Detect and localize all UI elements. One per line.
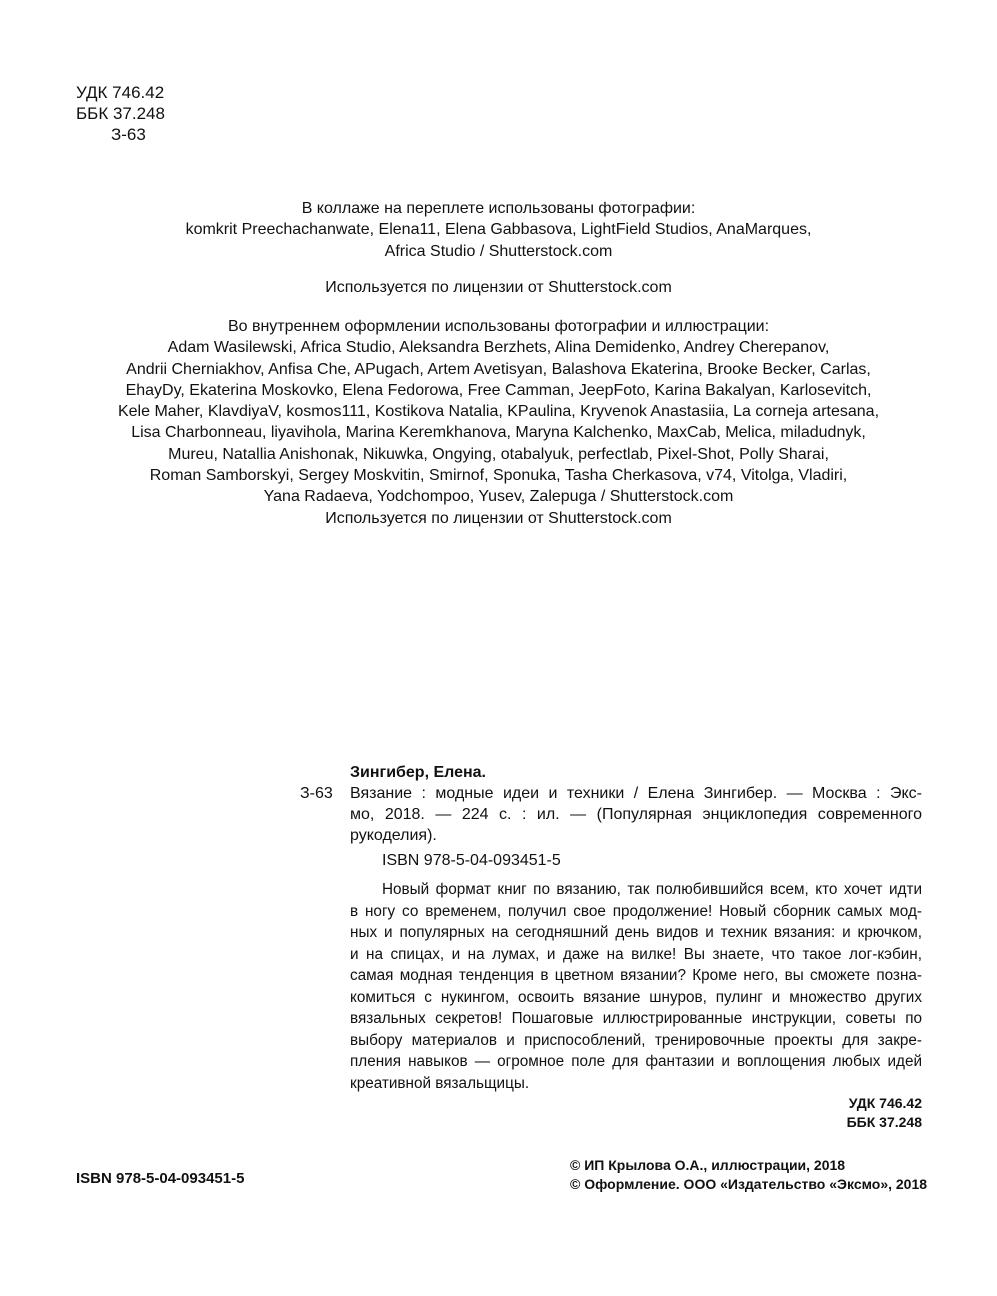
inner-credits-line: Roman Samborskyi, Sergey Moskvitin, Smirnof, Sponuka, Tasha Cherkasova, v74, Vitolga, Vladiri, xyxy=(149,467,848,485)
card-title-description xyxy=(350,783,922,846)
annotation-line: пления навыков — огромное поле для фантазии и воплощения любых идей xyxy=(350,1053,922,1070)
annotation-line: выбору материалов и приспособлений, тренировочные проекты для закре- xyxy=(350,1031,922,1049)
copyright-line: © ИП Крылова О.А., иллюстрации, 2018 xyxy=(570,1157,846,1173)
cover-credits-line: Africa Studio / Shutterstock.com xyxy=(384,242,613,260)
license-notice-text: Используется по лицензии от Shutterstock.com xyxy=(325,279,672,296)
inner-credits-line: Kele Maher, KlavdiyaV, kosmos111, Kostikova Natalia, KPaulina, Kryvenok Anastasiia, La corneja artesana, xyxy=(117,403,880,421)
footer-copyright xyxy=(570,1156,927,1194)
cover-credits-line: komkrit Preechachanwate, Elena11, Elena Gabbasova, LightField Studios, AnaMarques, xyxy=(185,221,812,239)
annotation-line: комиться с нукингом, освоить вязание шнуров, пулинг и множество других xyxy=(350,988,922,1006)
inner-credits-line: EhayDy, Ekaterina Moskovko, Elena Fedorowa, Free Camman, JeepFoto, Karina Bakalyan, Karlosevitch, xyxy=(125,381,872,399)
annotation-line: вязальных секретов! Пошаговые иллюстрированные инструкции, советы по xyxy=(350,1010,922,1027)
annotation-line: и на спицах, и на лумах, и даже на вилке! Вы знаете, что такое лог-кэбин, xyxy=(350,945,922,963)
udk-code: УДК 746.42 xyxy=(76,83,165,102)
annotation-line: креативной вязальщицы. xyxy=(350,1074,530,1092)
classification-block-top xyxy=(76,82,165,145)
card-author-heading: Зингибер, Елена. xyxy=(350,764,486,781)
annotation-line: Новый формат книг по вязанию, так полюбившийся всем, кто хочет идти xyxy=(382,881,922,898)
annotation-line: в ногу со временем, получил свое продолжение! Новый сборник самых мод- xyxy=(350,902,922,920)
card-classification xyxy=(847,1094,922,1132)
cover-credits-heading: В коллаже на переплете использованы фотографии: xyxy=(301,200,696,217)
inner-credits-line: Andrii Cherniakhov, Anfisa Che, APugach, Artem Avetisyan, Balashova Ekaterina, Brooke Becker, Carlas, xyxy=(126,360,871,378)
annotation-line: самая модная тенденция в цветном вязании? Кроме него, вы сможете позна- xyxy=(350,967,922,984)
license-notice xyxy=(60,277,937,298)
card-title-line: Вязание : модные идеи и техники / Елена Зингибер. — Москва : Экс- xyxy=(350,785,922,802)
card-author-mark: З-63 xyxy=(300,785,333,802)
inner-license-notice: Используется по лицензии от Shutterstock.com xyxy=(325,509,672,527)
card-bbk-code: ББК 37.248 xyxy=(846,1114,922,1130)
card-isbn: ISBN 978-5-04-093451-5 xyxy=(382,852,561,869)
card-udk-code: УДК 746.42 xyxy=(848,1095,922,1111)
inner-credits-heading: Во внутреннем оформлении использованы фотографии и иллюстрации: xyxy=(227,318,770,335)
copyright-line: © Оформление. ООО «Издательство «Эксмо», 2018 xyxy=(570,1176,928,1192)
card-title-line: мо, 2018. — 224 с. : ил. — (Популярная энциклопедия современного xyxy=(350,806,922,823)
card-annotation xyxy=(350,879,922,1094)
annotation-line: ных и популярных на сегодняшний день видов и техник вязания: и крючком, xyxy=(350,924,922,941)
inner-photo-credits xyxy=(60,316,937,529)
footer-isbn: ISBN 978-5-04-093451-5 xyxy=(76,1170,245,1187)
inner-credits-line: Lisa Charbonneau, liyavihola, Marina Keremkhanova, Maryna Kalchenko, MaxCab, Melica, miladudnyk, xyxy=(131,424,866,442)
inner-credits-line: Mureu, Natallia Anishonak, Nikuwka, Ongying, otabalyuk, perfectlab, Pixel-Shot, Polly Sharai, xyxy=(168,445,829,463)
inner-credits-line: Yana Radaeva, Yodchompoo, Yusev, Zalepuga / Shutterstock.com xyxy=(263,488,734,506)
card-title-line: рукоделия). xyxy=(350,827,437,844)
bbk-code: ББК 37.248 xyxy=(76,104,165,123)
author-mark: З-63 xyxy=(111,125,146,144)
cover-photo-credits xyxy=(60,198,937,262)
inner-credits-line: Adam Wasilewski, Africa Studio, Aleksandra Berzhets, Alina Demidenko, Andrey Cherepanov, xyxy=(167,339,830,357)
